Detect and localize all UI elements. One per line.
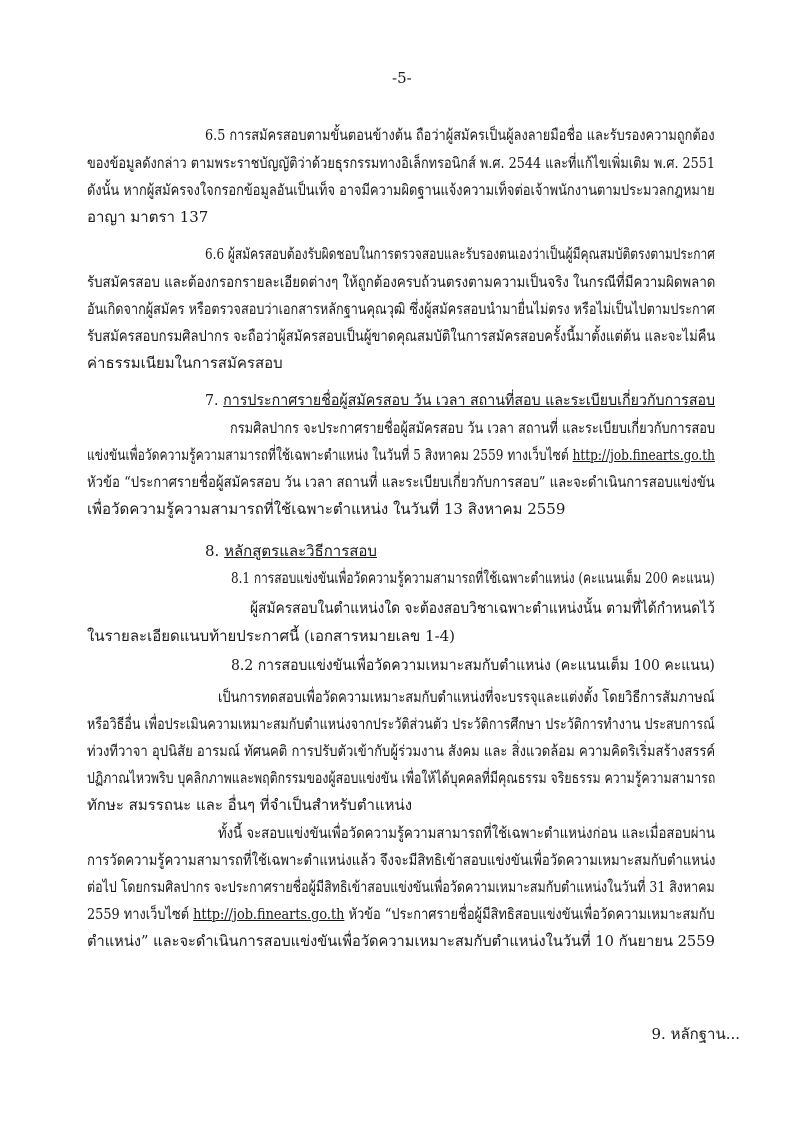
s81-line-1: ผู้สมัครสอบในตำแหน่งใด จะต้องสอบวิชาเฉพาะตำแหน่งนั้น ตามที่ได้กำหนดไว้ bbox=[250, 599, 715, 617]
footer-next-section: 9. หลักฐาน... bbox=[651, 1025, 740, 1043]
s82-line-2: หรือวิธีอื่น เพื่อประเมินความเหมาะสมกับตำแหน่งจากประวัติส่วนตัว ประวัติการศึกษา ประวัติการทำงาน ประสบการณ์ bbox=[87, 715, 715, 733]
s66-line-1: 6.6 ผู้สมัครสอบต้องรับผิดชอบในการตรวจสอบและรับรองตนเองว่าเป็นผู้มีคุณสมบัติตรงตามประกาศ bbox=[205, 245, 715, 263]
s65-line-4: อาญา มาตรา 137 bbox=[87, 208, 209, 226]
s82-line-5: ทักษะ สมรรถนะ และ อื่นๆ ที่จำเป็นสำหรับตำแหน่ง bbox=[87, 796, 413, 814]
s8-heading-text: หลักสูตรและวิธีการสอบ bbox=[224, 542, 377, 560]
s7-heading-text: การประกาศรายชื่อผู้สมัครสอบ วัน เวลา สถานที่สอบ และระเบียบเกี่ยวกับการสอบ bbox=[223, 391, 716, 409]
s66-line-4: รับสมัครสอบกรมศิลปากร จะถือว่าผู้สมัครสอบเป็นผู้ขาดคุณสมบัติในการสมัครสอบครั้งนี้มาตั้งแต่ต้น และจะไม่คืน bbox=[87, 327, 716, 345]
s7-heading bbox=[205, 390, 715, 410]
para-line-4 bbox=[87, 904, 715, 924]
s82-line-3: ท่วงทีวาจา อุปนิสัย อารมณ์ ทัศนคติ การปรับตัวเข้ากับผู้ร่วมงาน สังคม และ สิ่งแวดล้อม ความคิดริเริ่มสร้างสรรค์ bbox=[87, 742, 716, 760]
s65-line-3: ดังนั้น หากผู้สมัครจงใจกรอกข้อมูลอันเป็นเท็จ อาจมีความผิดฐานแจ้งความเท็จต่อเจ้าพนักงานตามประมวลกฎหมาย bbox=[87, 181, 715, 199]
s66-line-3: อันเกิดจากผู้สมัคร หรือตรวจสอบว่าเอกสารหลักฐานคุณวุฒิ ซึ่งผู้สมัครสอบนำมายื่นไม่ตรง หรือไม่เป็นไปตามประกาศ bbox=[87, 300, 715, 318]
s8-heading bbox=[205, 541, 377, 561]
para-line-5: ตำแหน่ง” และจะดำเนินการสอบแข่งขันเพื่อวัดความเหมาะสมกับตำแหน่งในวันที่ 10 กันยายน 2559 bbox=[87, 932, 715, 950]
s8-number: 8. bbox=[205, 542, 220, 560]
s7-line-3: หัวข้อ “ประกาศรายชื่อผู้สมัครสอบ วัน เวลา สถานที่ และระเบียบเกี่ยวกับการสอบ” และจะดำเนินการสอบแข่งขัน bbox=[87, 473, 715, 491]
para-line-3: ต่อไป โดยกรมศิลปากร จะประกาศรายชื่อผู้มีสิทธิเข้าสอบแข่งขันเพื่อวัดความเหมาะสมกับตำแหน่งในวันที่ 31 สิงหาคม bbox=[87, 878, 715, 896]
s82-line-4: ปฏิภาณไหวพริบ บุคลิกภาพและพฤติกรรมของผู้สอบแข่งขัน เพื่อให้ได้บุคคลที่มีคุณธรรม จริยธรรม ความรู้ความสามารถ bbox=[87, 769, 716, 787]
s81-heading: 8.1 การสอบแข่งขันเพื่อวัดความรู้ความสามารถที่ใช้เฉพาะตำแหน่ง (คะแนนเต็ม 200 คะแนน) bbox=[231, 569, 715, 587]
para-line-1: ทั้งนี้ จะสอบแข่งขันเพื่อวัดความรู้ความสามารถที่ใช้เฉพาะตำแหน่งก่อน และเมื่อสอบผ่าน bbox=[218, 824, 715, 842]
s65-line-1: 6.5 การสมัครสอบตามขั้นตอนข้างต้น ถือว่าผู้สมัครเป็นผู้ลงลายมือชื่อ และรับรองความถูกต้อง bbox=[205, 126, 715, 144]
para-line-4-text-b: หัวข้อ “ประกาศรายชื่อผู้มีสิทธิสอบแข่งขันเพื่อวัดความเหมาะสมกับ bbox=[344, 905, 715, 923]
s82-line-1: เป็นการทดสอบเพื่อวัดความเหมาะสมกับตำแหน่งที่จะบรรจุและแต่งตั้ง โดยวิธีการสัมภาษณ์ bbox=[218, 688, 715, 706]
para-website-link[interactable]: http://job.finearts.go.th bbox=[193, 905, 345, 923]
s66-line-5: ค่าธรรมเนียมในการสมัครสอบ bbox=[87, 354, 283, 372]
s7-line-4: เพื่อวัดความรู้ความสามารถที่ใช้เฉพาะตำแหน่ง ในวันที่ 13 สิงหาคม 2559 bbox=[87, 500, 566, 518]
para-line-4-text-a: 2559 ทางเว็บไซต์ bbox=[87, 905, 194, 923]
s7-line-2-text: แข่งขันเพื่อวัดความรู้ความสามารถที่ใช้เฉพาะตำแหน่ง ในวันที่ 5 สิงหาคม 2559 ทางเว็บไซต์ bbox=[87, 446, 573, 464]
s81-line-2: ในรายละเอียดแนบท้ายประกาศนี้ (เอกสารหมายเลข 1-4) bbox=[87, 627, 456, 645]
s7-line-1: กรมศิลปากร จะประกาศรายชื่อผู้สมัครสอบ วัน เวลา สถานที่ และระเบียบเกี่ยวกับการสอบ bbox=[230, 419, 716, 437]
s82-heading: 8.2 การสอบแข่งขันเพื่อวัดความเหมาะสมกับตำแหน่ง (คะแนนเต็ม 100 คะแนน) bbox=[231, 656, 715, 674]
s66-line-2: รับสมัครสอบ และต้องกรอกรายละเอียดต่างๆ ให้ถูกต้องครบถ้วนตรงตามความเป็นจริง ในกรณีที่มีความผิดพลาด bbox=[87, 273, 716, 291]
para-line-2: การวัดความรู้ความสามารถที่ใช้เฉพาะตำแหน่งแล้ว จึงจะมีสิทธิเข้าสอบแข่งขันเพื่อวัดความเหมาะสมกับตำแหน่ง bbox=[87, 851, 716, 869]
s7-number: 7. bbox=[205, 391, 219, 409]
page-number: -5- bbox=[392, 69, 412, 87]
s7-line-2 bbox=[87, 445, 715, 465]
s7-website-link[interactable]: http://job.finearts.go.th bbox=[572, 446, 715, 464]
s65-line-2: ของข้อมูลดังกล่าว ตามพระราชบัญญัติว่าด้วยธุรกรรมทางอิเล็กทรอนิกส์ พ.ศ. 2544 และที่แก้ไขเพิ่มเติม พ.ศ. 2551 bbox=[87, 154, 716, 172]
